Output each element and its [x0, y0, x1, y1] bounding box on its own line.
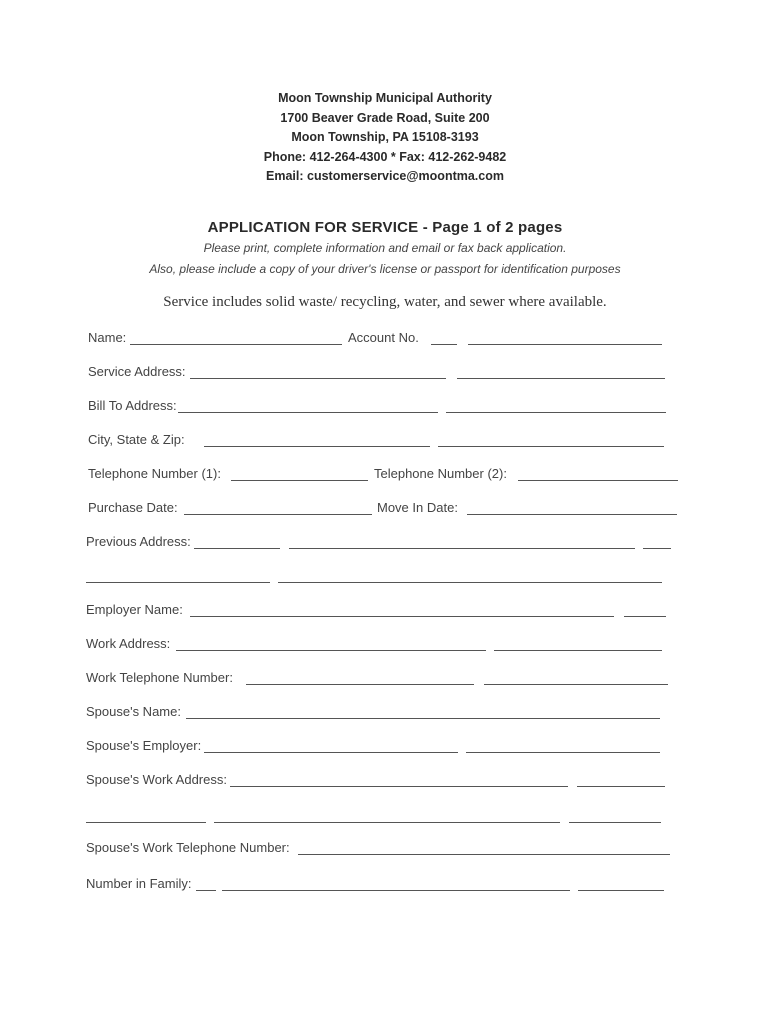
employer-name-field-2[interactable] — [624, 616, 666, 617]
work-address-field[interactable] — [176, 650, 486, 651]
previous-address-cont-field-2[interactable] — [278, 582, 662, 583]
letterhead — [0, 89, 770, 187]
org-phone-fax: Phone: 412-264-4300 * Fax: 412-262-9482 — [263, 149, 507, 164]
spouse-name-field[interactable] — [186, 718, 660, 719]
row-telephone — [86, 464, 686, 484]
row-employer-name — [86, 600, 686, 620]
move-in-date-label: Move In Date: — [377, 500, 458, 515]
number-in-family-field[interactable] — [196, 890, 216, 891]
number-in-family-field-3[interactable] — [578, 890, 664, 891]
previous-address-field-2[interactable] — [289, 548, 635, 549]
instruction-line-1: Please print, complete information and email or fax back application. — [203, 241, 567, 255]
purchase-date-label: Purchase Date: — [88, 500, 178, 515]
city-state-zip-label: City, State & Zip: — [88, 432, 185, 447]
row-work-address — [86, 634, 686, 654]
spouse-employer-label: Spouse's Employer: — [86, 738, 202, 753]
row-service-address — [86, 362, 686, 382]
row-number-in-family — [86, 874, 686, 894]
spouse-work-address-cont-field[interactable] — [86, 822, 206, 823]
account-no-label: Account No. — [348, 330, 419, 345]
telephone-2-field[interactable] — [518, 480, 678, 481]
spouse-employer-field-2[interactable] — [466, 752, 660, 753]
spouse-work-address-cont-field-2[interactable] — [214, 822, 560, 823]
row-bill-to-address — [86, 396, 686, 416]
spouse-work-address-label: Spouse's Work Address: — [86, 772, 227, 787]
spouse-name-label: Spouse's Name: — [86, 704, 181, 719]
city-state-zip-field-2[interactable] — [438, 446, 664, 447]
org-address-line1: 1700 Beaver Grade Road, Suite 200 — [280, 110, 490, 125]
row-spouse-work-address-cont — [86, 806, 686, 826]
telephone-1-field[interactable] — [231, 480, 368, 481]
org-email: Email: customerservice@moontma.com — [266, 169, 504, 183]
row-spouse-work-telephone — [86, 838, 686, 858]
work-telephone-field[interactable] — [246, 684, 474, 685]
service-note: Service includes solid waste/ recycling, water, and sewer where available. — [163, 294, 607, 310]
number-in-family-field-2[interactable] — [222, 890, 570, 891]
row-spouse-name — [86, 702, 686, 722]
purchase-date-field[interactable] — [184, 514, 372, 515]
work-address-field-2[interactable] — [494, 650, 662, 651]
org-name: Moon Township Municipal Authority — [278, 91, 492, 105]
service-address-field[interactable] — [190, 378, 446, 379]
service-address-field-2[interactable] — [457, 378, 665, 379]
org-address-line2: Moon Township, PA 15108-3193 — [291, 130, 479, 144]
form-title: APPLICATION FOR SERVICE - Page 1 of 2 pages — [207, 219, 563, 236]
row-spouse-employer — [86, 736, 686, 756]
row-previous-address — [86, 532, 686, 552]
previous-address-field-3[interactable] — [643, 548, 671, 549]
employer-name-field[interactable] — [190, 616, 614, 617]
bill-to-address-field-2[interactable] — [446, 412, 666, 413]
spouse-work-address-cont-field-3[interactable] — [569, 822, 661, 823]
account-no-field-2[interactable] — [468, 344, 662, 345]
work-address-label: Work Address: — [86, 636, 171, 651]
row-name — [86, 328, 686, 348]
row-work-telephone — [86, 668, 686, 688]
instruction-line-2: Also, please include a copy of your driver's license or passport for identification purposes — [149, 262, 621, 276]
move-in-date-field[interactable] — [467, 514, 677, 515]
previous-address-label: Previous Address: — [86, 534, 191, 549]
telephone-1-label: Telephone Number (1): — [88, 466, 221, 481]
account-no-field[interactable] — [431, 344, 457, 345]
bill-to-address-label: Bill To Address: — [88, 398, 177, 413]
previous-address-field[interactable] — [194, 548, 280, 549]
telephone-2-label: Telephone Number (2): — [374, 466, 507, 481]
city-state-zip-field[interactable] — [204, 446, 430, 447]
number-in-family-label: Number in Family: — [86, 876, 192, 891]
spouse-work-address-field[interactable] — [230, 786, 568, 787]
spouse-employer-field[interactable] — [204, 752, 458, 753]
row-previous-address-cont — [86, 566, 686, 586]
work-telephone-field-2[interactable] — [484, 684, 668, 685]
employer-name-label: Employer Name: — [86, 602, 183, 617]
work-telephone-label: Work Telephone Number: — [86, 670, 233, 685]
row-dates — [86, 498, 686, 518]
name-field[interactable] — [130, 344, 342, 345]
spouse-work-telephone-label: Spouse's Work Telephone Number: — [86, 840, 290, 855]
row-city-state-zip — [86, 430, 686, 450]
bill-to-address-field[interactable] — [178, 412, 438, 413]
row-spouse-work-address — [86, 770, 686, 790]
spouse-work-address-field-2[interactable] — [577, 786, 665, 787]
service-address-label: Service Address: — [88, 364, 186, 379]
name-label: Name: — [88, 330, 127, 345]
previous-address-cont-field[interactable] — [86, 582, 270, 583]
spouse-work-telephone-field[interactable] — [298, 854, 670, 855]
